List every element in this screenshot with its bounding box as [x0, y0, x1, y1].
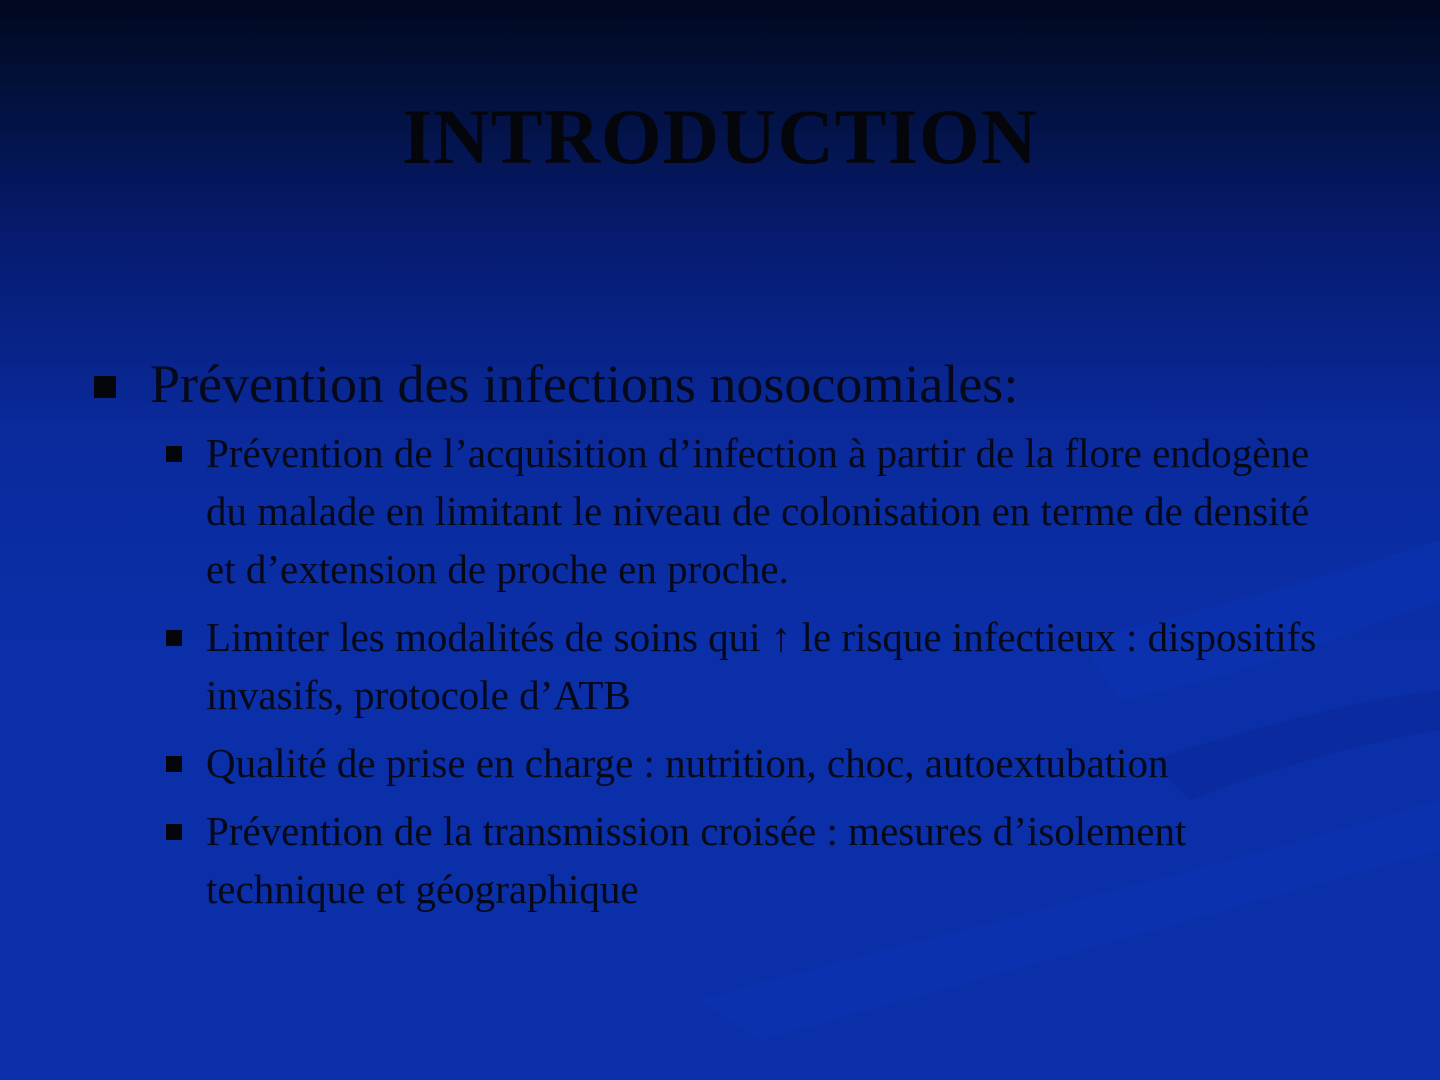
- sub-bullet-list: [166, 424, 1388, 918]
- square-bullet-icon: [166, 630, 182, 646]
- square-bullet-icon: [166, 824, 182, 840]
- sub-bullet-text: Limiter les modalités de soins qui ↑ le risque infectieux : dispositifs invasifs, protocole d’ATB: [206, 614, 1317, 718]
- main-bullet-text: Prévention des infections nosocomiales:: [150, 354, 1019, 414]
- sub-bullet-text: Prévention de l’acquisition d’infection à partir de la flore endogène du malade en limitant le niveau de colonisation en terme de densité et d’extension de proche en proche.: [206, 430, 1310, 592]
- main-bullet-item: [88, 352, 1388, 416]
- sub-bullet-text: Qualité de prise en charge : nutrition, choc, autoextubation: [206, 740, 1169, 786]
- slide-title: INTRODUCTION: [401, 93, 1039, 180]
- sub-bullet-item: [166, 424, 1388, 598]
- slide-content: [88, 352, 1388, 928]
- square-bullet-icon: [94, 376, 116, 398]
- sub-bullet-item: [166, 802, 1388, 918]
- sub-bullet-text: Prévention de la transmission croisée : mesures d’isolement technique et géographique: [206, 808, 1187, 912]
- square-bullet-icon: [166, 756, 182, 772]
- square-bullet-icon: [166, 446, 182, 462]
- sub-bullet-item: [166, 734, 1388, 792]
- sub-bullet-item: [166, 608, 1388, 724]
